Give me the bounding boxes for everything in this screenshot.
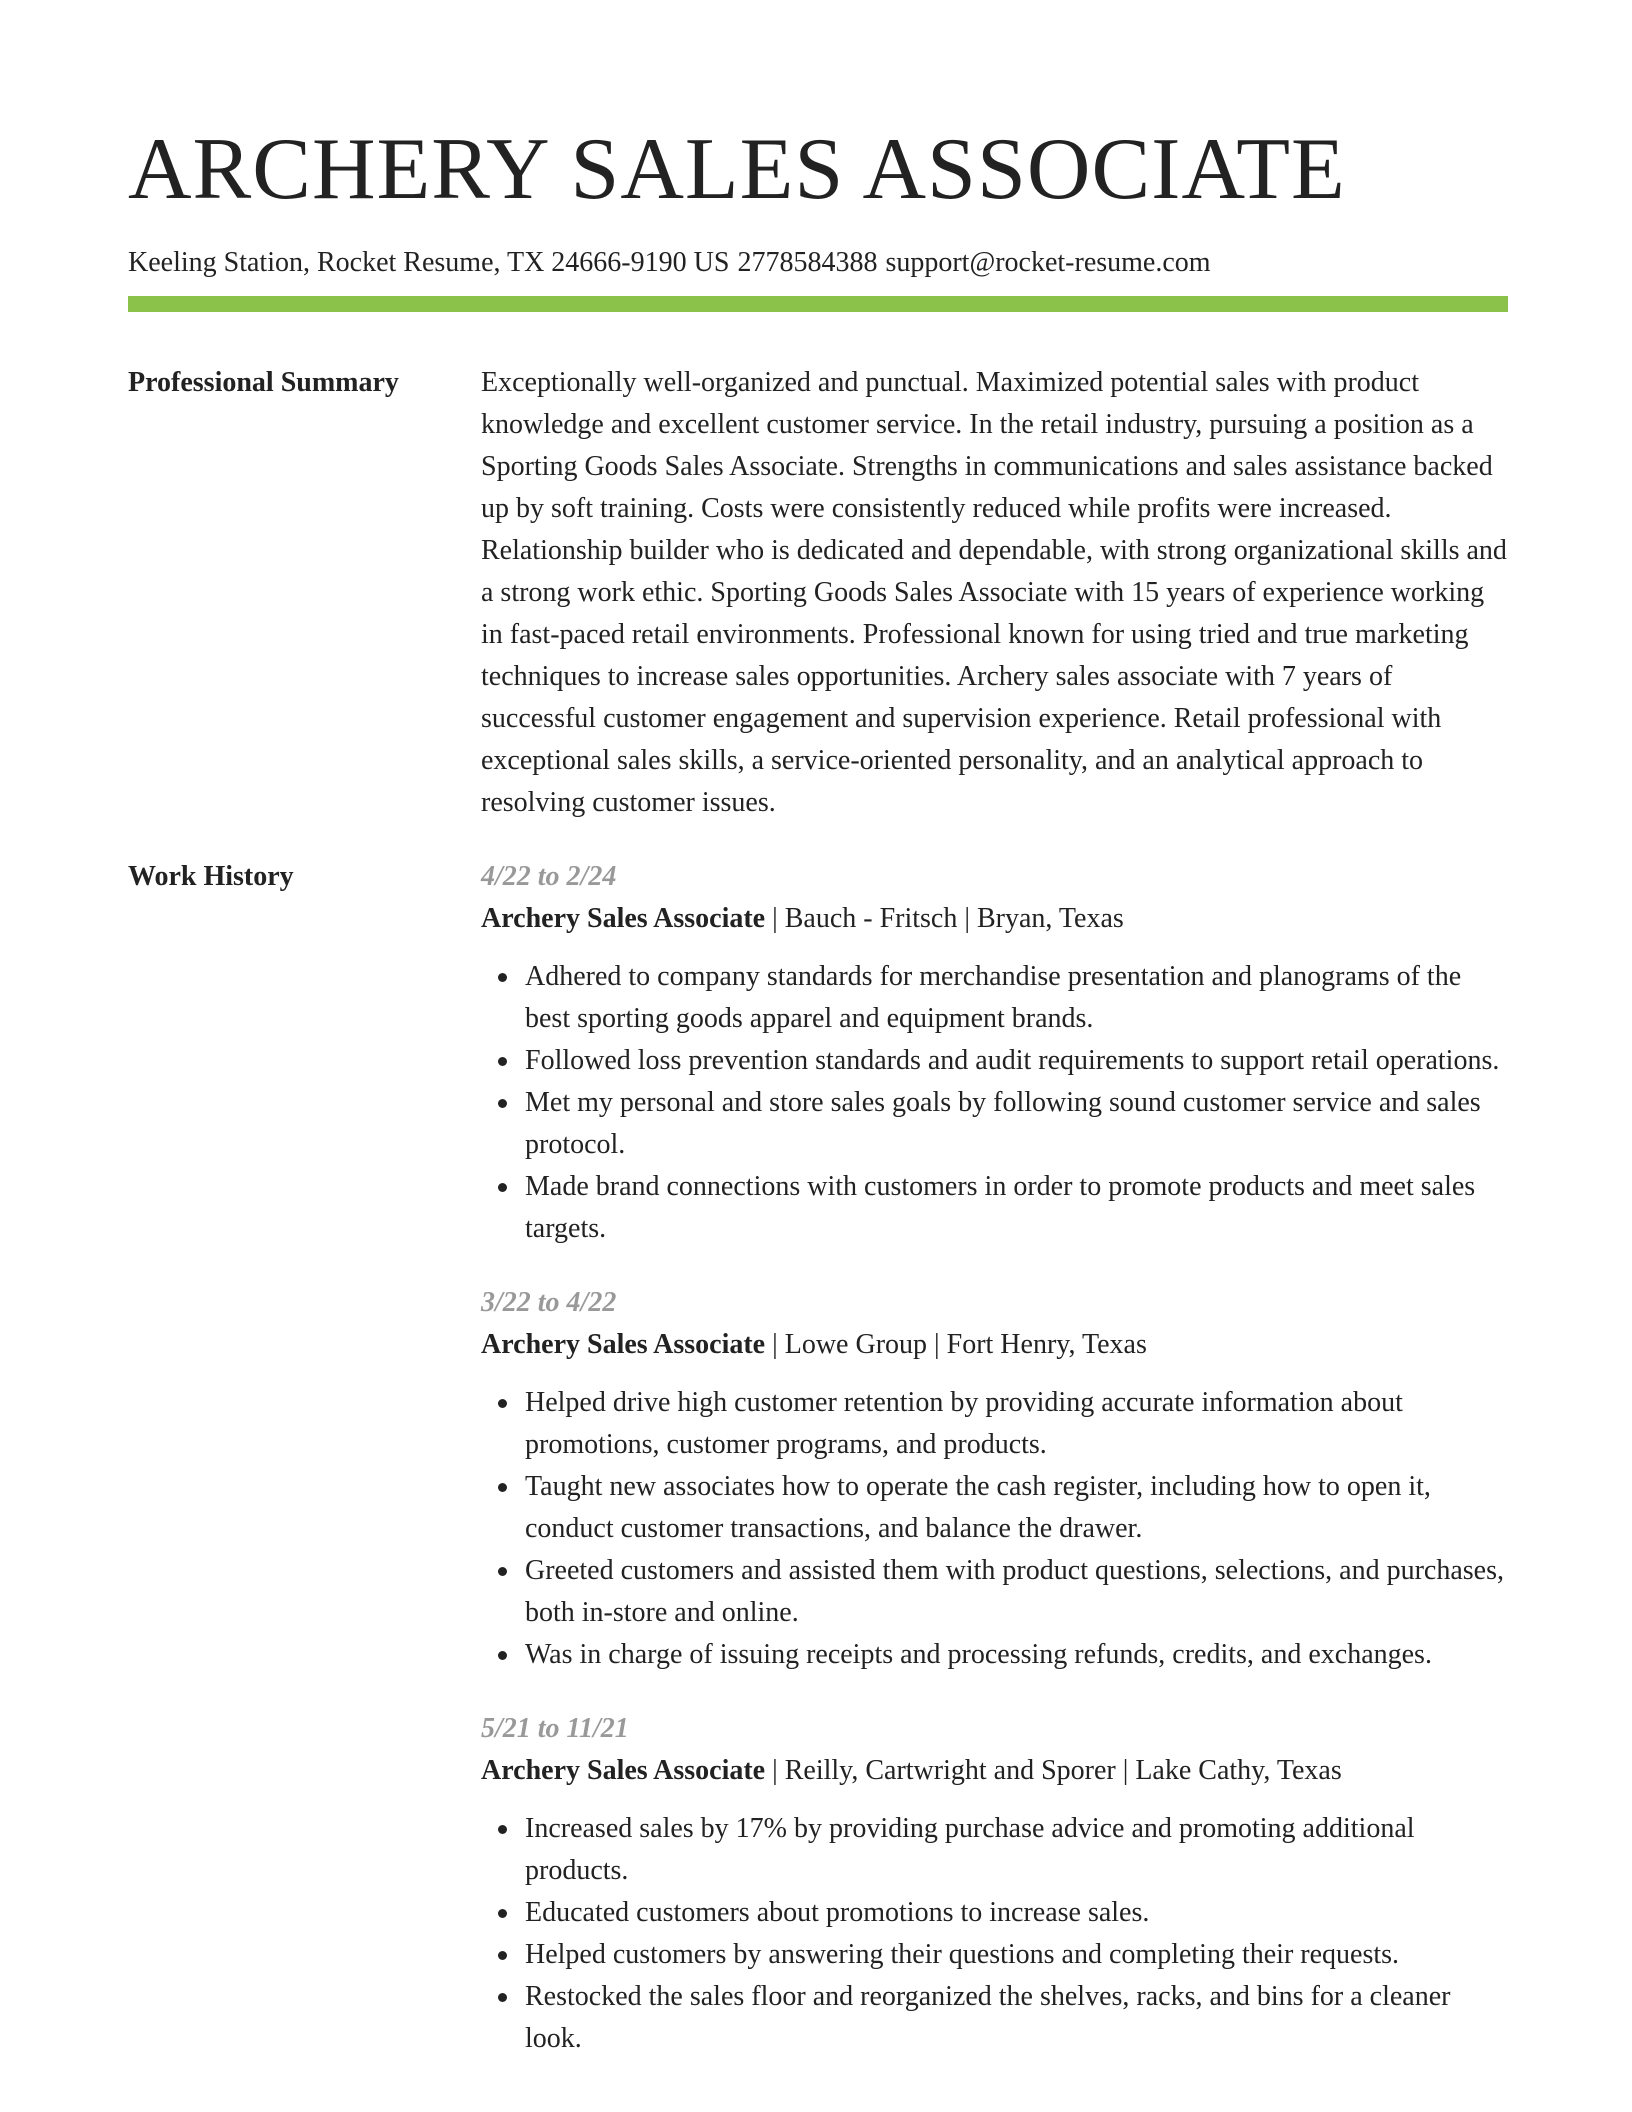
job-bullet: Greeted customers and assisted them with product questions, selections, and purchases, both in-store and online. xyxy=(481,1550,1508,1634)
summary-text: Exceptionally well-organized and punctual. Maximized potential sales with product knowledge and excellent customer service. In the retail industry, pursuing a position as a Sporting Goods Sales Associate. Strengths in communications and sales assistance backed up by soft training. Costs were consistently reduced while profits were increased. Relationship builder who is dedicated and dependable, with strong organizational skills and a strong work ethic. Sporting Goods Sales Associate with 15 years of experience working in fast-paced retail environments. Professional known for using tried and true marketing techniques to increase sales opportunities. Archery sales associate with 7 years of successful customer engagement and supervision experience. Retail professional with exceptional sales skills, a service-oriented personality, and an analytical approach to resolving customer issues. xyxy=(481,367,1507,818)
job-bullet: Increased sales by 17% by providing purchase advice and promoting additional products. xyxy=(481,1808,1508,1892)
resume-name: ARCHERY SALES ASSOCIATE xyxy=(128,121,1346,218)
job-dates: 3/22 to 4/22 xyxy=(481,1287,617,1318)
job-bullets xyxy=(481,1382,1508,1676)
job-details: | Reilly, Cartwright and Sporer | Lake Cathy, Texas xyxy=(765,1755,1342,1786)
job-bullet: Restocked the sales floor and reorganized the shelves, racks, and bins for a cleaner look. xyxy=(481,1976,1508,2060)
job-bullet: Helped drive high customer retention by providing accurate information about promotions, customer programs, and products. xyxy=(481,1382,1508,1466)
job-title-line xyxy=(481,1324,1508,1366)
header-divider xyxy=(128,296,1508,312)
job-bullet: Was in charge of issuing receipts and processing refunds, credits, and exchanges. xyxy=(481,1634,1508,1676)
resume-page xyxy=(128,0,1508,2060)
job-details: | Lowe Group | Fort Henry, Texas xyxy=(765,1329,1147,1360)
job-title-line xyxy=(481,898,1508,940)
summary-body xyxy=(481,362,1508,824)
job-entry xyxy=(481,1708,1508,2060)
contact-address: Keeling Station, Rocket Resume, TX 24666-9190 US xyxy=(128,247,730,278)
job-entry xyxy=(481,856,1508,1250)
job-bullet: Met my personal and store sales goals by following sound customer service and sales protocol. xyxy=(481,1082,1508,1166)
job-details: | Bauch - Fritsch | Bryan, Texas xyxy=(765,903,1124,934)
job-bullet: Taught new associates how to operate the cash register, including how to open it, conduct customer transactions, and balance the drawer. xyxy=(481,1466,1508,1550)
job-dates: 4/22 to 2/24 xyxy=(481,861,617,892)
job-bullet: Followed loss prevention standards and audit requirements to support retail operations. xyxy=(481,1040,1508,1082)
job-bullets xyxy=(481,1808,1508,2060)
contact-email: support@rocket-resume.com xyxy=(885,247,1211,278)
job-title: Archery Sales Associate xyxy=(481,1755,766,1786)
contact-phone: 2778584388 xyxy=(737,247,878,278)
work-history-heading: Work History xyxy=(128,861,294,892)
job-title: Archery Sales Associate xyxy=(481,903,766,934)
job-bullet: Helped customers by answering their questions and completing their requests. xyxy=(481,1934,1508,1976)
job-bullet: Made brand connections with customers in order to promote products and meet sales targets. xyxy=(481,1166,1508,1250)
job-bullets xyxy=(481,956,1508,1250)
job-bullet: Adhered to company standards for merchandise presentation and planograms of the best sporting goods apparel and equipment brands. xyxy=(481,956,1508,1040)
summary-section xyxy=(128,362,1508,824)
summary-heading: Professional Summary xyxy=(128,367,399,398)
job-bullet: Educated customers about promotions to increase sales. xyxy=(481,1892,1508,1934)
contact-line xyxy=(128,246,1508,280)
job-dates: 5/21 to 11/21 xyxy=(481,1713,629,1744)
job-entry xyxy=(481,1282,1508,1676)
job-title: Archery Sales Associate xyxy=(481,1329,766,1360)
work-history-body xyxy=(481,856,1508,2060)
job-title-line xyxy=(481,1750,1508,1792)
work-history-section xyxy=(128,856,1508,2060)
